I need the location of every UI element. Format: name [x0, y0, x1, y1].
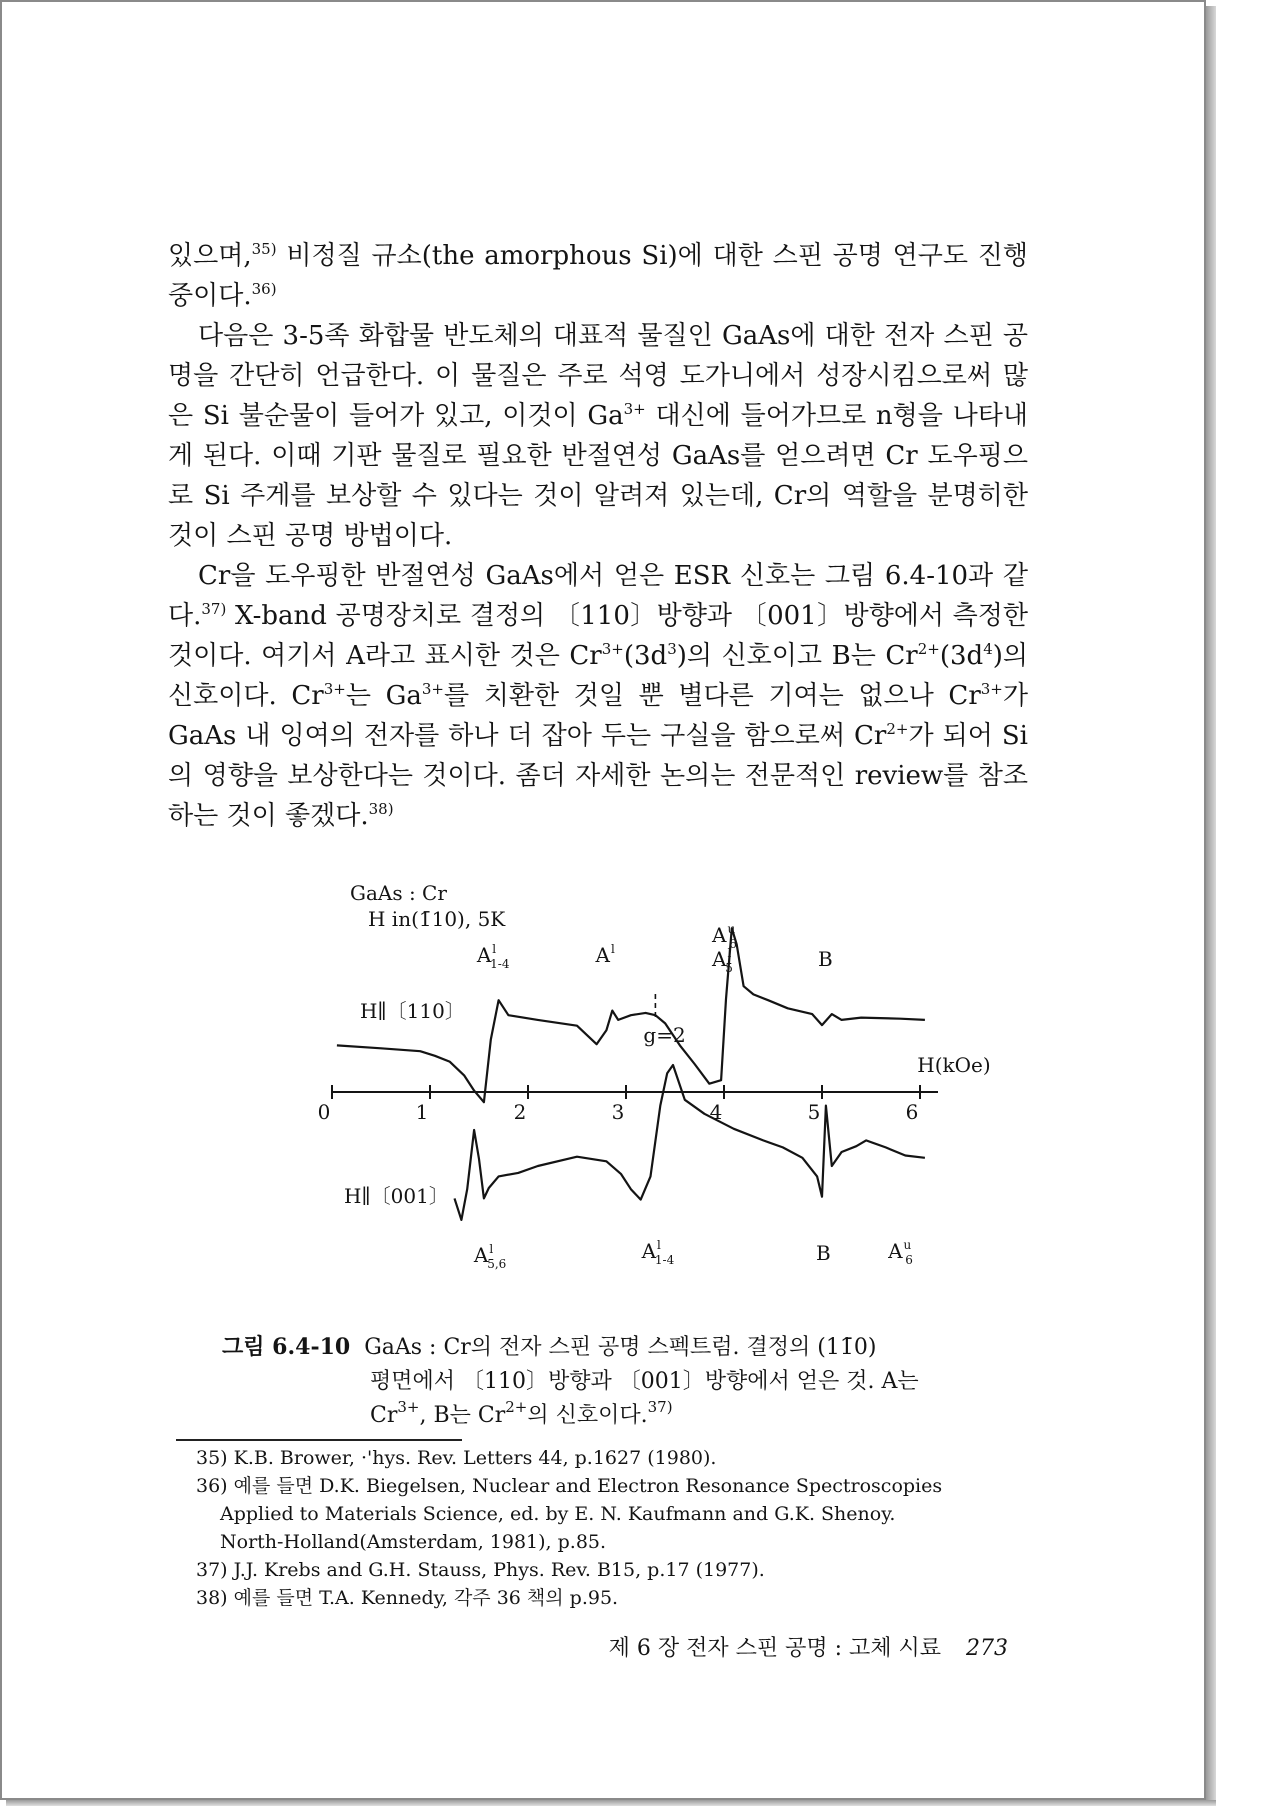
- page-shadow-bottom: [6, 1800, 1216, 1806]
- caption-ref-37: 37): [647, 1398, 673, 1416]
- annotation-1: $A^l$ 1-4: [476, 942, 510, 971]
- figure-caption: [222, 1330, 1022, 1433]
- chart-title: GaAs : Cr: [350, 881, 447, 905]
- p3-sup-cr2b: 2+: [886, 720, 909, 738]
- caption-line-1: [222, 1330, 1022, 1365]
- annotation-2: $A^l$: [595, 942, 615, 967]
- caption-label: 그림 6.4-10: [222, 1334, 351, 1360]
- caption-text-3a: Cr: [370, 1403, 398, 1428]
- footnote-36: 36) 예를 들면 D.K. Biegelsen, Nuclear and Electron Resonance Spectroscopies: [196, 1475, 943, 1497]
- page-shadow-right: [1206, 6, 1216, 1806]
- annotation-10: $A^u$ 6: [888, 1238, 913, 1267]
- x-tick-label-3: 3: [611, 1100, 625, 1124]
- annotation-5: B: [818, 947, 833, 971]
- annotation-8: $A^l$ 1-4: [641, 1238, 675, 1267]
- annotation-9: B: [816, 1241, 831, 1265]
- footnote-36-cont-1: Applied to Materials Science, ed. by E. N. Kaufmann and G.K. Shenoy.: [220, 1503, 896, 1525]
- p2-text-a: 다음은 3-5족 화합물 반도체의 대표적 물질인 GaAs에 대한 전자 스핀 공명을 간단히 언급한다. 이 물질은 주로 석영 도가니에서 성장시킴으로써 많은 Si 불순물이 들어가 있고, 이것이 Ga: [168, 321, 1028, 431]
- x-tick-label-2: 2: [513, 1100, 527, 1124]
- footnote-35: 35) K.B. Brower, ·'hys. Rev. Letters 44, p.1627 (1980).: [196, 1447, 717, 1469]
- x-tick-label-5: 5: [807, 1100, 821, 1124]
- p3-text-h: 를 치환한 것일 뿐 별다른 기여는 없으나 Cr: [444, 681, 981, 711]
- p1-ref-36: 36): [251, 280, 277, 298]
- p3-sup-cr3c: 3+: [980, 680, 1003, 698]
- annotation-4: $A^l$ 5: [712, 946, 733, 975]
- p3-sup-cr3b: 3+: [323, 680, 346, 698]
- paragraph-1: [168, 236, 1028, 316]
- series-label-2: H∥〔001〕: [344, 1184, 449, 1208]
- p1-text-b: 비정질 규소(the amorphous Si)에 대한 스핀 공명 연구도 진행중이다.: [168, 241, 1028, 311]
- p3-sup-cr3: 3+: [601, 640, 624, 658]
- annotation-7: $A^l$ 5,6: [473, 1242, 507, 1271]
- x-tick-label-6: 6: [905, 1100, 919, 1124]
- caption-text-3b: , B는 Cr: [419, 1403, 506, 1428]
- caption-line-3: [222, 1399, 1022, 1433]
- footnote-36-cont-2: North-Holland(Amsterdam, 1981), p.85.: [220, 1531, 607, 1553]
- p2-text-b: 대신에 들어가므로 n형을 나타내게 된다. 이때 기판 물질로 필요한 반절연성 GaAs를 얻으려면 Cr 도우핑으로 Si 주게를 보상할 수 있다는 것이 알려져 있는데, Cr의 역할을 분명히한 것이 스핀 공명 방법이다.: [168, 401, 1028, 551]
- p3-ref-38: 38): [368, 800, 394, 818]
- x-tick-label-1: 1: [415, 1100, 429, 1124]
- footnote-38: 38) 예를 들면 T.A. Kennedy, 각주 36 책의 p.95.: [196, 1587, 619, 1609]
- series-line-2: [455, 1065, 925, 1220]
- x-tick-label-0: 0: [317, 1100, 331, 1124]
- footnote-divider: [176, 1439, 462, 1441]
- caption-text-3c: 의 신호이다.: [527, 1403, 648, 1428]
- footnote-37: 37) J.J. Krebs and G.H. Stauss, Phys. Rev. B15, p.17 (1977).: [196, 1559, 765, 1581]
- chart-subtitle: H in(1̄10), 5K: [368, 907, 506, 931]
- p3-text-a: Cr을 도우핑한 반절연성 GaAs에서 얻은 ESR 신호는 그림 6.4-10과 같다.: [168, 561, 1028, 631]
- x-tick-label-4: 4: [709, 1100, 723, 1124]
- caption-sup-cr2: 2+: [505, 1398, 528, 1416]
- footnotes: [196, 1444, 1036, 1612]
- annotation-g-equals-2: g=2: [643, 1023, 686, 1047]
- page-number: 273: [966, 1636, 1008, 1661]
- p3-text-d: )의 신호이고 B는 Cr: [676, 641, 918, 671]
- paragraph-3: [168, 556, 1028, 836]
- p3-text-b: X-band 공명장치로 결정의 〔110〕방향과 〔001〕방향에서 측정한 것이다. 여기서 A라고 표시한 것은 Cr: [168, 601, 1028, 671]
- caption-text-1: GaAs : Cr의 전자 스핀 공명 스펙트럼. 결정의 (11̄0): [364, 1335, 877, 1360]
- p3-sup-cr2: 2+: [917, 640, 940, 658]
- p3-text-f: )의 신호이다. Cr: [168, 641, 1028, 711]
- p3-sup-d3: 3: [667, 640, 677, 658]
- p3-text-j: 가 되어 Si의 영향을 보상한다는 것이다. 좀더 자세한 논의는 전문적인 review를 참조하는 것이 좋겠다.: [168, 721, 1028, 831]
- esr-spectrum-figure: [317, 870, 991, 1284]
- p1-ref-35: 35): [251, 240, 277, 258]
- p3-sup-ga3: 3+: [421, 680, 444, 698]
- x-axis-label: H(kOe): [917, 1053, 991, 1077]
- running-footer: [548, 1631, 1008, 1662]
- caption-sup-cr3: 3+: [397, 1398, 420, 1416]
- p3-text-g: 는 Ga: [345, 681, 422, 711]
- chapter-title: 제 6 장 전자 스핀 공명 : 고체 시료: [608, 1636, 941, 1661]
- body-text: [168, 236, 1028, 836]
- p2-sup-ga: 3+: [623, 400, 646, 418]
- p3-sup-d4: 4: [983, 640, 993, 658]
- annotation-3: $A^u$ 6: [712, 922, 737, 951]
- caption-line-2: 평면에서 〔110〕방향과 〔001〕방향에서 얻은 것. A는: [370, 1369, 919, 1394]
- p3-text-e: (3d: [939, 641, 984, 671]
- series-label-1: H∥〔110〕: [360, 999, 465, 1023]
- p1-text-a: 있으며,: [168, 241, 252, 271]
- paragraph-2: [168, 316, 1028, 556]
- p3-text-i: 가 GaAs 내 잉여의 전자를 하나 더 잡아 두는 구실을 함으로써 Cr: [168, 681, 1028, 751]
- esr-spectrum-chart: [317, 870, 991, 1280]
- p3-ref-37: 37): [201, 600, 227, 618]
- p3-text-c: (3d: [623, 641, 668, 671]
